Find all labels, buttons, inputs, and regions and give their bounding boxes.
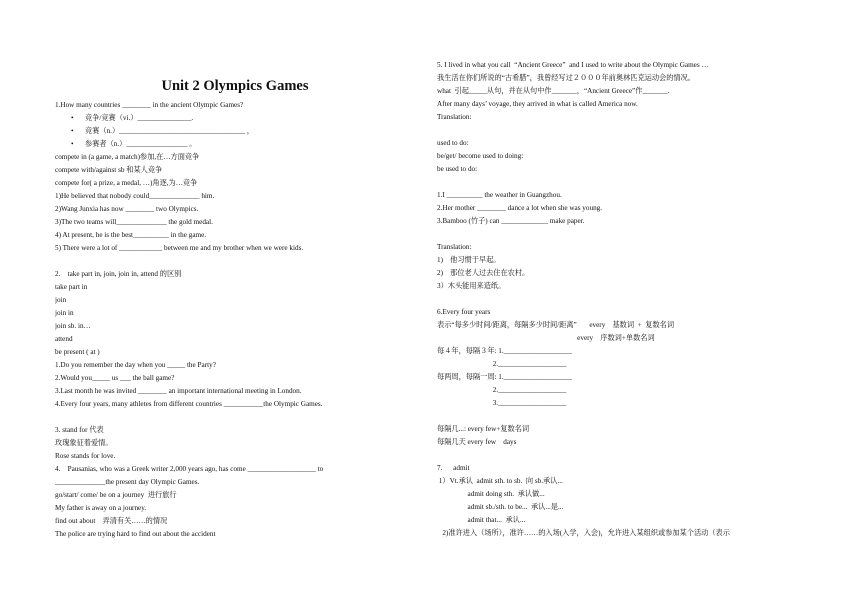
left-line: 1.How many countries ________ in the ancient Olympic Games?: [55, 101, 244, 109]
right-line: [437, 410, 837, 423]
left-line: Rose stands for love.: [55, 452, 116, 460]
right-line: 5. I lived in what you call “Ancient Greece” and I used to write about the Olympic Games …: [437, 61, 709, 69]
right-line: Translation:: [437, 113, 472, 121]
right-line: used to do:: [437, 139, 469, 147]
left-line: 4. Pausanias, who was a Greek writer 2,000 years ago, has come ___________________ to: [55, 465, 324, 473]
right-line: [437, 293, 837, 306]
left-line: My father is away on a journey.: [55, 504, 147, 512]
left-line: 3.Last month he was invited ________ an important international meeting in London.: [55, 387, 302, 395]
right-line: Translation:: [437, 243, 472, 251]
right-line: [437, 449, 837, 462]
right-line: 表示“每多少时间/距离，每隔多少时间/距离” every 基数词 + 复数名词: [437, 321, 675, 329]
left-line: compete in (a game, a match)参加,在…方面竞争: [55, 153, 200, 161]
left-line: join sb. in…: [55, 322, 91, 330]
right-line: 6.Every four years: [437, 308, 491, 316]
right-line: [437, 124, 837, 137]
right-line: 3）木头能用来造纸。: [437, 282, 506, 290]
left-line: • 竞争/竞赛（vi.）_______________.: [55, 112, 415, 125]
left-line: 3. stand for 代表: [55, 426, 104, 434]
left-lines: [55, 99, 415, 541]
right-line: 每４年，每隔３年: 1.___________________: [437, 347, 572, 355]
right-line: 3.Bamboo (竹子) can _____________ make paper.: [437, 217, 585, 225]
left-line: • 竞赛（n.）___________________________________ ，: [55, 125, 415, 138]
left-line: 3)The two teams will______________ the gold medal.: [55, 218, 213, 226]
right-line: [437, 228, 837, 241]
right-line: 2.Her mother ________ dance a lot when she was young.: [437, 204, 603, 212]
right-line: what 引起_____从句，并在从句中作_______，“Ancient Greece”作_______.: [437, 87, 670, 95]
right-line: every 序数词+单数名词: [437, 334, 655, 342]
right-line: be used to do:: [437, 165, 478, 173]
right-line: admit sb./sth. to be... 承认...是...: [437, 503, 564, 511]
left-line: find out about 弄清有关……的情况: [55, 517, 168, 525]
left-line: 2)Wang Junxia has now ________ two Olympics.: [55, 205, 199, 213]
left-line: compete for( a prize, a medal, …)角逐,为…竞争: [55, 179, 198, 187]
right-line: 1) 他习惯于早起。: [437, 256, 501, 264]
right-line: 1）Vt.承认 admit sth. to sb. 向 sb.承认...: [437, 477, 563, 485]
left-line: be present ( at ): [55, 348, 100, 356]
left-line: 2.Would you_____ us ___ the ball game?: [55, 374, 175, 382]
left-line: [55, 411, 415, 424]
left-line: go/start/ come/ be on a journey 进行旅行: [55, 491, 177, 499]
right-lines: [437, 59, 837, 540]
right-line: 2.___________________: [437, 360, 567, 368]
right-line: 我生活在你们所说的“古希腊”，我曾经写过２０００年前奥林匹克运动会的情况。: [437, 74, 695, 82]
right-line: 2) 那位老人过去住在农村。: [437, 269, 530, 277]
left-line: The police are trying hard to find out about the accident: [55, 530, 216, 538]
left-line: 1)He believed that nobody could______________ him.: [55, 192, 215, 200]
right-line: admit doing sth. 承认做...: [437, 490, 545, 498]
right-line: be/get/ become used to doing:: [437, 152, 524, 160]
left-line: ______________the present day Olympic Games.: [55, 478, 200, 486]
right-line: 3.___________________: [437, 399, 567, 407]
right-line: 2)准许进入（场所），准许……的入场(入学，入会)，允许进入某组织或参加某个活动（表示: [437, 529, 730, 537]
right-line: 2.___________________: [437, 386, 567, 394]
right-column: [437, 59, 837, 540]
page-title: Unit 2 Olympics Games: [161, 78, 309, 94]
right-line: 1.I __________ the weather in Guangzhou.: [437, 191, 562, 199]
right-line: 7. admit: [437, 464, 470, 472]
left-line: [55, 255, 415, 268]
left-line: 玫瑰象征着爱情。: [55, 439, 113, 447]
right-line: admit that... 承认...: [437, 516, 526, 524]
left-line: join in: [55, 309, 74, 317]
left-line: • 参赛者（n.）_________________ 。: [55, 138, 415, 151]
left-line: 5) There were a lot of ____________ between me and my brother when we were kids.: [55, 244, 304, 252]
left-line: 4.Every four years, many athletes from different countries ___________the Olympic Games.: [55, 400, 323, 408]
right-line: After many days’ voyage, they arrived in what is called America now.: [437, 100, 638, 108]
right-line: 每两周，每隔一周: 1.___________________: [437, 373, 572, 381]
left-line: join: [55, 296, 67, 304]
right-line: 每隔几...: every few+复数名词: [437, 425, 530, 433]
right-line: [437, 176, 837, 189]
right-line: 每隔几天 every few days: [437, 438, 517, 446]
left-line: 4) At present, he is the best__________ in the game.: [55, 231, 207, 239]
left-line: 1.Do you remember the day when you _____ the Party?: [55, 361, 216, 369]
left-line: compete with/against sb 和某人竞争: [55, 166, 163, 174]
left-line: 2. take part in, join, join in, attend 的区别: [55, 270, 182, 278]
left-column: [55, 78, 415, 541]
left-line: attend: [55, 335, 73, 343]
left-line: take part in: [55, 283, 88, 291]
